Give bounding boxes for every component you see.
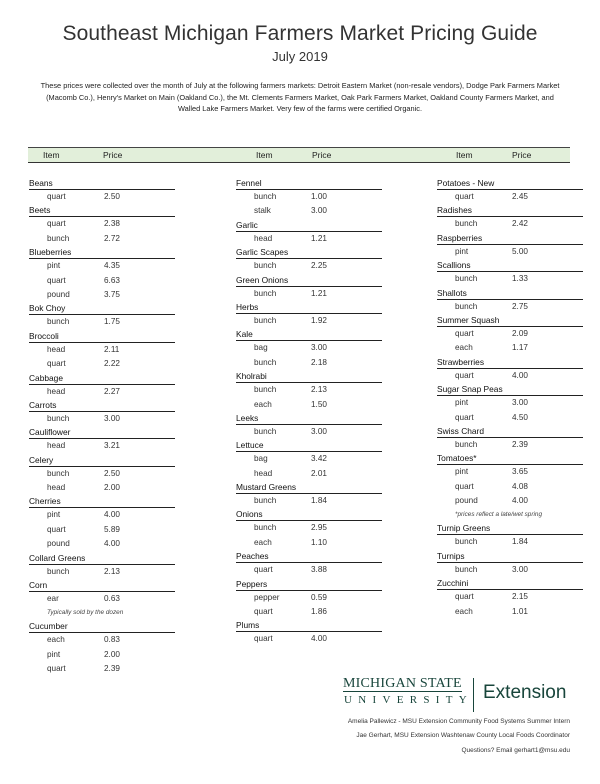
price-value: 4.00 <box>104 539 120 549</box>
price-value: 3.88 <box>311 565 327 575</box>
produce-group-name: Sugar Snap Peas <box>437 383 583 396</box>
price-row <box>236 232 386 246</box>
price-value: 5.00 <box>512 246 528 256</box>
unit-label: quart <box>47 664 66 674</box>
price-row <box>236 425 386 439</box>
price-value: 2.18 <box>311 357 327 367</box>
price-row <box>29 523 179 537</box>
price-row <box>29 508 179 522</box>
price-row <box>236 259 386 273</box>
unit-label: bunch <box>47 233 70 243</box>
price-row <box>29 662 179 676</box>
price-value: 5.89 <box>104 524 120 534</box>
msu-logo-line1: MICHIGAN STATE <box>343 676 462 691</box>
unit-label: bunch <box>455 439 478 449</box>
unit-label: bunch <box>47 317 70 327</box>
page-subtitle: July 2019 <box>272 49 328 64</box>
price-value: 2.27 <box>104 386 120 396</box>
produce-group-name: Swiss Chard <box>437 425 583 438</box>
price-row <box>29 217 179 231</box>
price-row <box>236 591 386 605</box>
price-value: 2.45 <box>512 192 528 201</box>
price-value: 0.63 <box>104 594 120 604</box>
price-value: 2.95 <box>311 523 327 533</box>
price-value: 2.72 <box>104 233 120 243</box>
col2-item-header: Item <box>256 150 273 160</box>
unit-label: head <box>47 483 66 493</box>
unit-label: bunch <box>47 413 70 423</box>
unit-label: each <box>254 399 272 409</box>
price-value: 1.01 <box>512 606 528 616</box>
produce-group-name: Garlic <box>236 219 382 232</box>
price-value: 2.09 <box>512 328 528 338</box>
unit-label: bunch <box>254 192 277 201</box>
msu-logo-extension: Extension <box>483 682 567 703</box>
unit-label: pint <box>47 649 61 659</box>
price-row <box>437 438 587 452</box>
unit-label: bunch <box>455 301 478 311</box>
price-value: 1.86 <box>311 607 327 617</box>
table-header-band <box>28 147 570 163</box>
unit-label: pint <box>47 510 61 520</box>
unit-label: quart <box>47 192 66 201</box>
intro-paragraph: These prices were collected over the month of July at the following farmers markets: Detroit Eastern Market (non-resale vendors), Dodge Park Farmers Market (Macomb Co.), Henry's Market on Main (Oakland Co.), the Mt. Clements Farmers Market, Oak Park Farmers Market, Oakland County Farmers Market, and Walled Lake Farmers Market. Very few of the farms were certified Organic. <box>40 81 560 114</box>
produce-group-name: Celery <box>29 454 175 467</box>
unit-label: head <box>254 233 273 243</box>
unit-label: bunch <box>254 426 277 436</box>
price-value: 2.39 <box>512 439 528 449</box>
produce-group-name: Turnips <box>437 550 583 563</box>
produce-group-name: Peaches <box>236 550 382 563</box>
unit-label: head <box>254 468 273 478</box>
price-row <box>437 535 587 549</box>
msu-logo-line2: UNIVERSITY <box>344 694 473 706</box>
col3-price-header: Price <box>512 150 532 160</box>
produce-group-name: Zucchini <box>437 577 583 590</box>
produce-group-name: Fennel <box>236 177 382 190</box>
produce-group-name: Tomatoes* <box>437 452 583 465</box>
price-value: 3.75 <box>104 289 120 299</box>
msu-extension-logo <box>343 676 573 716</box>
unit-label: quart <box>47 359 66 369</box>
price-row <box>236 563 386 577</box>
price-row <box>437 465 587 479</box>
produce-group-name: Cucumber <box>29 620 175 633</box>
price-value: 2.50 <box>104 192 120 201</box>
price-value: 2.01 <box>311 468 327 478</box>
price-value: 3.65 <box>512 467 528 477</box>
produce-group-name: Cherries <box>29 495 175 508</box>
unit-label: head <box>47 344 66 354</box>
price-row <box>29 190 179 204</box>
logo-divider <box>473 678 474 712</box>
col2-price-header: Price <box>312 150 332 160</box>
price-value: 2.13 <box>311 385 327 395</box>
unit-label: bunch <box>254 523 277 533</box>
price-value: 4.00 <box>104 510 120 520</box>
unit-label: pint <box>455 467 469 477</box>
price-column-1 <box>29 177 179 677</box>
price-row <box>29 343 179 357</box>
produce-group-name: Garlic Scapes <box>236 246 382 259</box>
produce-group-name: Cauliflower <box>29 426 175 439</box>
price-row <box>437 605 587 619</box>
price-value: 1.21 <box>311 288 327 298</box>
price-row <box>437 396 587 410</box>
unit-label: ear <box>47 594 59 604</box>
unit-label: bunch <box>455 219 478 229</box>
price-row <box>236 452 386 466</box>
unit-label: pint <box>47 261 61 271</box>
produce-group-name: Plums <box>236 619 382 632</box>
produce-group-name: Turnip Greens <box>437 522 583 535</box>
unit-label: quart <box>254 607 273 617</box>
price-value: 1.92 <box>311 315 327 325</box>
price-value: 1.75 <box>104 317 120 327</box>
price-value: 3.00 <box>311 426 327 436</box>
price-value: 3.00 <box>311 343 327 353</box>
unit-label: bunch <box>254 496 277 506</box>
price-value: 2.11 <box>104 344 120 354</box>
unit-label: quart <box>455 481 474 491</box>
produce-group-name: Radishes <box>437 204 583 217</box>
unit-label: quart <box>455 412 474 422</box>
price-value: 1.33 <box>512 274 528 284</box>
unit-label: pint <box>455 398 469 408</box>
price-row <box>29 648 179 662</box>
produce-group-name: Carrots <box>29 399 175 412</box>
price-row <box>29 357 179 371</box>
price-row <box>437 245 587 259</box>
footnote: Typically sold by the dozen <box>47 609 124 617</box>
price-row <box>236 383 386 397</box>
price-value: 3.21 <box>104 441 120 451</box>
price-value: 4.50 <box>512 412 528 422</box>
unit-label: pound <box>47 289 70 299</box>
unit-label: bunch <box>47 566 70 576</box>
price-row <box>29 633 179 647</box>
produce-group-name: Corn <box>29 579 175 592</box>
price-row <box>437 369 587 383</box>
produce-group-name: Peppers <box>236 578 382 591</box>
price-value: 2.75 <box>512 301 528 311</box>
price-row <box>437 480 587 494</box>
unit-label: pint <box>455 246 469 256</box>
price-row <box>437 190 587 204</box>
price-row <box>437 341 587 355</box>
price-value: 0.83 <box>104 635 120 645</box>
unit-label: each <box>47 635 65 645</box>
produce-group-name: Scallions <box>437 259 583 272</box>
price-row <box>236 521 386 535</box>
price-row <box>236 314 386 328</box>
price-value: 4.00 <box>311 634 327 644</box>
produce-group-name: Leeks <box>236 412 382 425</box>
price-row <box>29 467 179 481</box>
price-row <box>29 439 179 453</box>
unit-label: each <box>455 606 473 616</box>
price-row <box>236 341 386 355</box>
price-value: 1.17 <box>512 343 528 353</box>
price-value: 3.00 <box>512 398 528 408</box>
produce-group-name: Broccoli <box>29 330 175 343</box>
price-row <box>236 356 386 370</box>
footnote: *prices reflect a late/wet spring <box>455 511 543 519</box>
price-row <box>437 217 587 231</box>
price-value: 1.84 <box>311 496 327 506</box>
unit-label: head <box>47 441 66 451</box>
price-value: 2.42 <box>512 219 528 229</box>
price-row <box>236 204 386 218</box>
produce-group-name: Kale <box>236 328 382 341</box>
produce-group-name: Lettuce <box>236 439 382 452</box>
price-column-2 <box>236 177 386 647</box>
price-row <box>437 563 587 577</box>
unit-label: bunch <box>455 274 478 284</box>
price-row <box>236 536 386 550</box>
price-value: 1.21 <box>311 233 327 243</box>
unit-label: bunch <box>254 288 277 298</box>
price-value: 2.22 <box>104 359 120 369</box>
produce-group-name: Potatoes - New <box>437 177 583 190</box>
price-row <box>437 411 587 425</box>
price-row <box>236 605 386 619</box>
unit-label: quart <box>455 192 474 201</box>
unit-label: each <box>455 343 473 353</box>
col1-item-header: Item <box>43 150 60 160</box>
price-value: 3.00 <box>311 206 327 216</box>
produce-group-name: Raspberries <box>437 232 583 245</box>
produce-group-name: Beets <box>29 204 175 217</box>
produce-group-name: Strawberries <box>437 356 583 369</box>
price-value: 0.59 <box>311 592 327 602</box>
price-row <box>236 632 386 646</box>
unit-label: quart <box>47 275 66 285</box>
price-value: 1.84 <box>512 537 528 547</box>
produce-group-name: Summer Squash <box>437 314 583 327</box>
price-value: 2.25 <box>311 261 327 271</box>
price-value: 2.15 <box>512 592 528 602</box>
price-row <box>236 398 386 412</box>
unit-label: bag <box>254 454 268 464</box>
unit-label: head <box>47 386 66 396</box>
unit-label: bunch <box>254 261 277 271</box>
price-row <box>437 494 587 508</box>
unit-label: pepper <box>254 592 280 602</box>
unit-label: pound <box>455 496 478 506</box>
price-row <box>437 327 587 341</box>
unit-label: bunch <box>254 385 277 395</box>
price-value: 1.00 <box>311 192 327 201</box>
price-column-3 <box>437 177 587 619</box>
price-value: 1.10 <box>311 537 327 547</box>
unit-label: pound <box>47 539 70 549</box>
price-row <box>29 259 179 273</box>
price-value: 4.35 <box>104 261 120 271</box>
price-row <box>29 537 179 551</box>
price-row <box>29 288 179 302</box>
price-value: 2.39 <box>104 664 120 674</box>
produce-group-name: Herbs <box>236 301 382 314</box>
price-row <box>437 300 587 314</box>
unit-label: bunch <box>47 468 70 478</box>
unit-label: quart <box>47 219 66 229</box>
price-row <box>236 190 386 204</box>
unit-label: bunch <box>254 357 277 367</box>
unit-label: each <box>254 537 272 547</box>
price-row <box>29 274 179 288</box>
price-value: 4.00 <box>512 370 528 380</box>
credit-coordinator: Jae Gerhart, MSU Extension Washtenaw County Local Foods Coordinator <box>356 732 570 739</box>
price-row <box>29 412 179 426</box>
unit-label: bag <box>254 343 268 353</box>
price-row <box>29 232 179 246</box>
unit-label: quart <box>254 565 273 575</box>
produce-group-name: Cabbage <box>29 372 175 385</box>
page-title: Southeast Michigan Farmers Market Pricing Guide <box>62 22 538 45</box>
unit-label: bunch <box>455 564 478 574</box>
unit-label: stalk <box>254 206 271 216</box>
price-value: 4.00 <box>512 496 528 506</box>
col3-item-header: Item <box>456 150 473 160</box>
price-value: 4.08 <box>512 481 528 491</box>
unit-label: quart <box>455 370 474 380</box>
produce-group-name: Onions <box>236 508 382 521</box>
price-value: 3.00 <box>104 413 120 423</box>
produce-group-name: Bok Choy <box>29 302 175 315</box>
col1-price-header: Price <box>103 150 123 160</box>
produce-group-name: Blueberries <box>29 246 175 259</box>
produce-group-name: Green Onions <box>236 274 382 287</box>
unit-label: quart <box>455 592 474 602</box>
price-row <box>236 287 386 301</box>
price-row <box>437 590 587 604</box>
price-value: 2.50 <box>104 468 120 478</box>
credit-intern: Amelia Pallewicz - MSU Extension Community Food Systems Summer Intern <box>347 718 570 725</box>
price-row <box>236 494 386 508</box>
price-row <box>29 481 179 495</box>
price-value: 2.38 <box>104 219 120 229</box>
unit-label: quart <box>455 328 474 338</box>
price-row <box>437 272 587 286</box>
price-row <box>29 315 179 329</box>
contact-email: Questions? Email gerhart1@msu.edu <box>461 747 570 754</box>
price-row <box>29 565 179 579</box>
produce-group-name: Kholrabi <box>236 370 382 383</box>
price-value: 2.00 <box>104 649 120 659</box>
price-row <box>29 385 179 399</box>
unit-label: bunch <box>254 315 277 325</box>
price-value: 3.00 <box>512 564 528 574</box>
produce-group-name: Beans <box>29 177 175 190</box>
price-value: 3.42 <box>311 454 327 464</box>
price-value: 6.63 <box>104 275 120 285</box>
price-value: 2.00 <box>104 483 120 493</box>
price-value: 2.13 <box>104 566 120 576</box>
price-row <box>29 592 179 606</box>
unit-label: quart <box>47 524 66 534</box>
produce-group-name: Shallots <box>437 287 583 300</box>
unit-label: bunch <box>455 537 478 547</box>
unit-label: quart <box>254 634 273 644</box>
price-value: 1.50 <box>311 399 327 409</box>
produce-group-name: Mustard Greens <box>236 481 382 494</box>
price-row <box>236 467 386 481</box>
produce-group-name: Collard Greens <box>29 552 175 565</box>
